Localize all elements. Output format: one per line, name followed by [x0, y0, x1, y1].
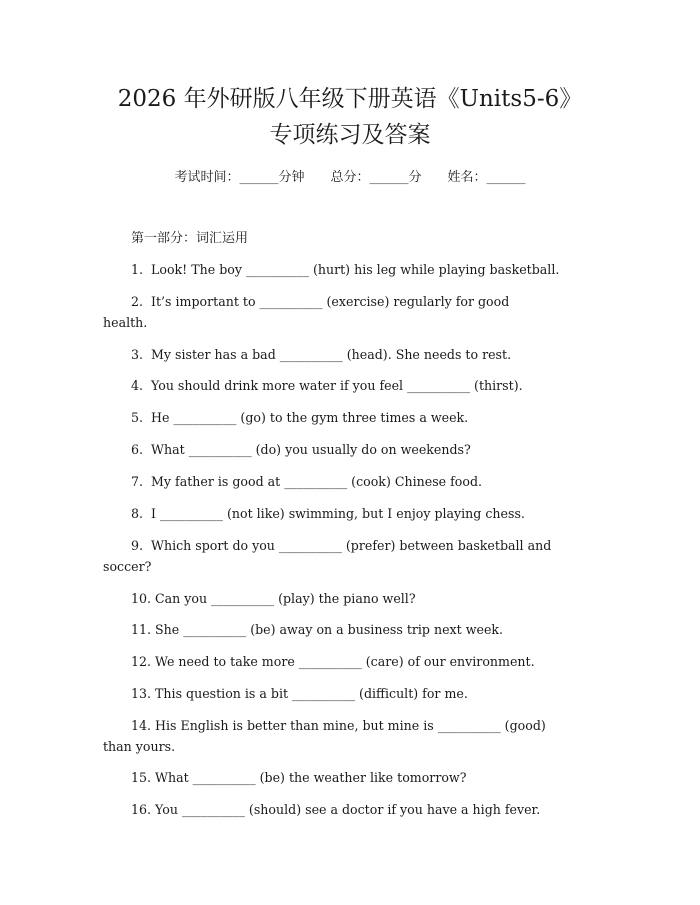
exam-time-label: 考试时间：______分钟	[174, 170, 305, 185]
question-text: 1. Look! The boy __________ (hurt) his leg while playing basketball.	[131, 262, 560, 277]
question-item	[103, 619, 603, 640]
question-item	[103, 715, 603, 757]
document-title-line1: 2026 年外研版八年级下册英语《Units5-6》	[117, 86, 583, 112]
question-item	[103, 439, 603, 460]
question-text: 15. What __________ (be) the weather like tomorrow?	[131, 770, 467, 785]
question-text: 3. My sister has a bad __________ (head). She needs to rest.	[131, 347, 512, 362]
document-title-line2: 专项练习及答案	[269, 122, 431, 148]
question-item	[103, 767, 603, 788]
question-text: 12. We need to take more __________ (care) of our environment.	[131, 654, 535, 669]
section-title: 第一部分：词汇运用	[131, 231, 249, 246]
question-text: 8. I __________ (not like) swimming, but I enjoy playing chess.	[131, 506, 525, 521]
question-text: 2. It’s important to __________ (exercise) regularly for good	[131, 294, 510, 309]
question-item	[103, 683, 603, 704]
question-item	[103, 407, 603, 428]
exam-score-label: 总分：______分	[330, 170, 422, 185]
question-item	[103, 344, 603, 365]
question-continuation: than yours.	[103, 739, 176, 754]
question-text: 7. My father is good at __________ (cook) Chinese food.	[131, 474, 483, 489]
question-text: 5. He __________ (go) to the gym three times a week.	[131, 410, 469, 425]
exam-name-label: 姓名：______	[447, 170, 526, 185]
question-text: 11. She __________ (be) away on a business trip next week.	[131, 622, 504, 637]
question-continuation: soccer?	[103, 559, 152, 574]
question-item	[103, 259, 603, 280]
question-text: 9. Which sport do you __________ (prefer) between basketball and	[131, 538, 552, 553]
question-item	[103, 588, 603, 609]
question-text: 6. What __________ (do) you usually do on weekends?	[131, 442, 471, 457]
question-item	[103, 535, 603, 577]
question-continuation: health.	[103, 315, 148, 330]
question-item	[103, 291, 603, 333]
question-item	[103, 651, 603, 672]
question-item	[103, 503, 603, 524]
question-text: 13. This question is a bit __________ (difficult) for me.	[131, 686, 468, 701]
question-text: 16. You __________ (should) see a doctor if you have a high fever.	[131, 802, 541, 817]
question-item	[103, 799, 603, 820]
question-text: 4. You should drink more water if you feel __________ (thirst).	[131, 378, 523, 393]
question-item	[103, 471, 603, 492]
question-item	[103, 375, 603, 396]
question-text: 14. His English is better than mine, but mine is __________ (good)	[131, 718, 546, 733]
exam-meta	[0, 168, 700, 188]
question-text: 10. Can you __________ (play) the piano well?	[131, 591, 416, 606]
